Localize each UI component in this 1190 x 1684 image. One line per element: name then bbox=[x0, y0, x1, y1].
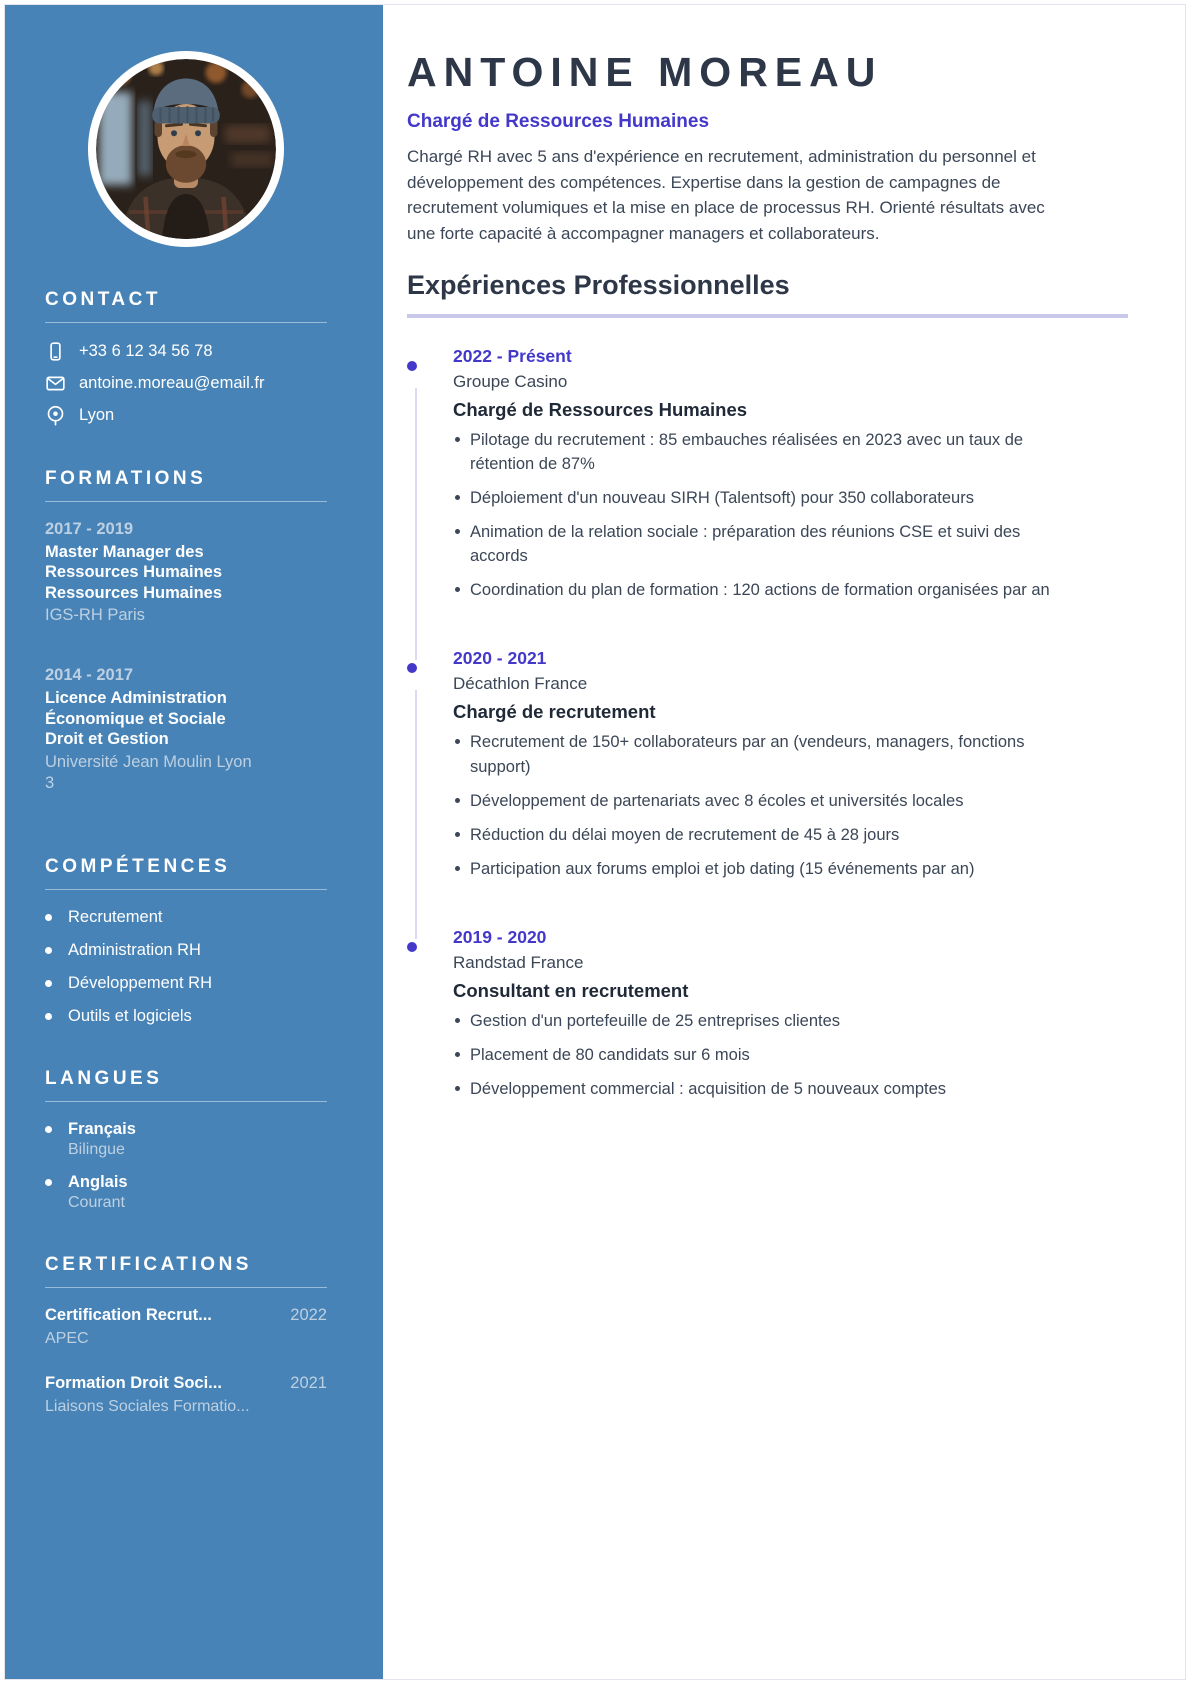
certification-name: Certification Recrut... bbox=[45, 1306, 212, 1325]
certification-year: 2022 bbox=[290, 1306, 327, 1325]
experience-bullets bbox=[453, 730, 1061, 880]
experience-item bbox=[407, 648, 1128, 880]
langues-heading: LANGUES bbox=[45, 1068, 327, 1102]
experience-company: Décathlon France bbox=[453, 674, 588, 694]
experience-role: Chargé de Ressources Humaines bbox=[453, 399, 748, 420]
language-item bbox=[45, 1120, 327, 1159]
timeline-marker-icon bbox=[407, 942, 417, 952]
certification-issuer: Liaisons Sociales Formatio... bbox=[45, 1398, 250, 1416]
main-content bbox=[383, 5, 1185, 1679]
skill-label: Outils et logiciels bbox=[68, 1007, 192, 1026]
skill-label: Administration RH bbox=[68, 941, 201, 960]
education-dates: 2014 - 2017 bbox=[45, 666, 134, 685]
formations-heading: FORMATIONS bbox=[45, 468, 327, 502]
location-pin-icon bbox=[45, 405, 66, 426]
experience-bullet: Recrutement de 150+ collaborateurs par an (vendeurs, managers, fonctions support) bbox=[453, 730, 1061, 778]
contact-location-text: Lyon bbox=[79, 406, 115, 424]
langues-section bbox=[45, 1068, 327, 1212]
profile-summary: Chargé RH avec 5 ans d'expérience en recrutement, administration du personnel et développement des compétences. Expertise dans la gestion de campagnes de recrutement volumiques et la mise en place de processus RH. Orienté résultats avec une forte capacité à accompagner managers et collaborateurs. bbox=[407, 147, 1045, 243]
formations-section bbox=[45, 468, 327, 794]
competences-section bbox=[45, 856, 327, 1026]
skill-item bbox=[45, 1007, 327, 1026]
contact-phone-text: +33 6 12 34 56 78 bbox=[79, 342, 213, 360]
cv-page bbox=[4, 4, 1186, 1680]
experiences-heading: Expériences Professionnelles bbox=[407, 270, 1128, 318]
education-degree: Master Manager des Ressources Humaines bbox=[45, 543, 222, 582]
timeline-marker-icon bbox=[407, 361, 417, 371]
envelope-icon bbox=[45, 373, 66, 394]
skill-item bbox=[45, 941, 327, 960]
certifications-heading: CERTIFICATIONS bbox=[45, 1254, 327, 1288]
language-name: Français bbox=[68, 1120, 136, 1139]
education-item bbox=[45, 520, 327, 626]
certifications-section bbox=[45, 1254, 327, 1416]
experience-item bbox=[407, 927, 1128, 1101]
bullet-dot-icon bbox=[45, 914, 52, 921]
experience-bullet: Développement commercial : acquisition de 5 nouveaux comptes bbox=[453, 1077, 1061, 1101]
experience-bullet: Pilotage du recrutement : 85 embauches réalisées en 2023 avec un taux de rétention de 87% bbox=[453, 428, 1061, 476]
skill-item bbox=[45, 908, 327, 927]
sidebar bbox=[5, 5, 383, 1679]
contact-heading: CONTACT bbox=[45, 289, 327, 323]
language-item bbox=[45, 1173, 327, 1212]
contact-section bbox=[45, 289, 327, 426]
candidate-name: ANTOINE MOREAU bbox=[407, 49, 883, 95]
bullet-dot-icon bbox=[45, 1126, 52, 1133]
experience-role: Chargé de recrutement bbox=[453, 701, 656, 723]
experience-bullet: Placement de 80 candidats sur 6 mois bbox=[453, 1043, 1061, 1067]
bullet-dot-icon bbox=[45, 980, 52, 987]
experience-company: Groupe Casino bbox=[453, 372, 568, 391]
experience-bullet: Réduction du délai moyen de recrutement de 45 à 28 jours bbox=[453, 823, 1061, 847]
contact-email-text: antoine.moreau@email.fr bbox=[79, 374, 265, 392]
profile-photo bbox=[88, 51, 284, 247]
experience-dates: 2019 - 2020 bbox=[453, 926, 547, 947]
certification-year: 2021 bbox=[290, 1374, 327, 1393]
skill-label: Recrutement bbox=[68, 908, 163, 927]
language-level: Courant bbox=[68, 1194, 125, 1212]
experience-company: Randstad France bbox=[453, 952, 584, 972]
education-school: IGS-RH Paris bbox=[45, 606, 145, 625]
education-item bbox=[45, 666, 327, 794]
portrait-illustration bbox=[96, 59, 276, 239]
experience-bullet: Animation de la relation sociale : préparation des réunions CSE et suivi des accords bbox=[453, 520, 1061, 568]
experience-role: Consultant en recrutement bbox=[453, 979, 689, 1001]
language-name: Anglais bbox=[68, 1173, 128, 1192]
education-specialty: Ressources Humaines bbox=[45, 583, 222, 602]
contact-phone bbox=[45, 341, 327, 362]
experiences-timeline bbox=[407, 346, 1128, 1101]
experience-item bbox=[407, 346, 1128, 602]
smartphone-icon bbox=[45, 341, 66, 362]
education-specialty: Droit et Gestion bbox=[45, 730, 169, 749]
experience-bullet: Gestion d'un portefeuille de 25 entreprises clientes bbox=[453, 1009, 1061, 1033]
education-dates: 2017 - 2019 bbox=[45, 520, 134, 538]
skill-item bbox=[45, 974, 327, 993]
bullet-dot-icon bbox=[45, 1179, 52, 1186]
experience-bullet: Participation aux forums emploi et job dating (15 événements par an) bbox=[453, 857, 1061, 881]
experience-bullets bbox=[453, 1009, 1061, 1101]
experience-dates: 2022 - Présent bbox=[453, 346, 572, 366]
certification-name: Formation Droit Soci... bbox=[45, 1374, 222, 1393]
experience-dates: 2020 - 2021 bbox=[453, 648, 547, 669]
contact-location bbox=[45, 405, 327, 426]
experience-bullets bbox=[453, 428, 1061, 602]
experience-bullet: Développement de partenariats avec 8 écoles et universités locales bbox=[453, 789, 1061, 813]
contact-email bbox=[45, 373, 327, 394]
skill-label: Développement RH bbox=[68, 974, 212, 993]
bullet-dot-icon bbox=[45, 1013, 52, 1020]
education-degree: Licence Administration Économique et Sociale bbox=[45, 689, 227, 728]
certification-item bbox=[45, 1306, 327, 1348]
timeline-marker-icon bbox=[407, 663, 417, 673]
candidate-job-title: Chargé de Ressources Humaines bbox=[407, 111, 710, 132]
experience-bullet: Coordination du plan de formation : 120 actions de formation organisées par an bbox=[453, 578, 1061, 602]
competences-heading: COMPÉTENCES bbox=[45, 856, 327, 890]
certification-item bbox=[45, 1374, 327, 1416]
education-school: Université Jean Moulin Lyon 3 bbox=[45, 752, 252, 792]
certification-issuer: APEC bbox=[45, 1330, 89, 1348]
language-level: Bilingue bbox=[68, 1141, 125, 1159]
bullet-dot-icon bbox=[45, 947, 52, 954]
experience-bullet: Déploiement d'un nouveau SIRH (Talentsoft) pour 350 collaborateurs bbox=[453, 486, 1061, 510]
